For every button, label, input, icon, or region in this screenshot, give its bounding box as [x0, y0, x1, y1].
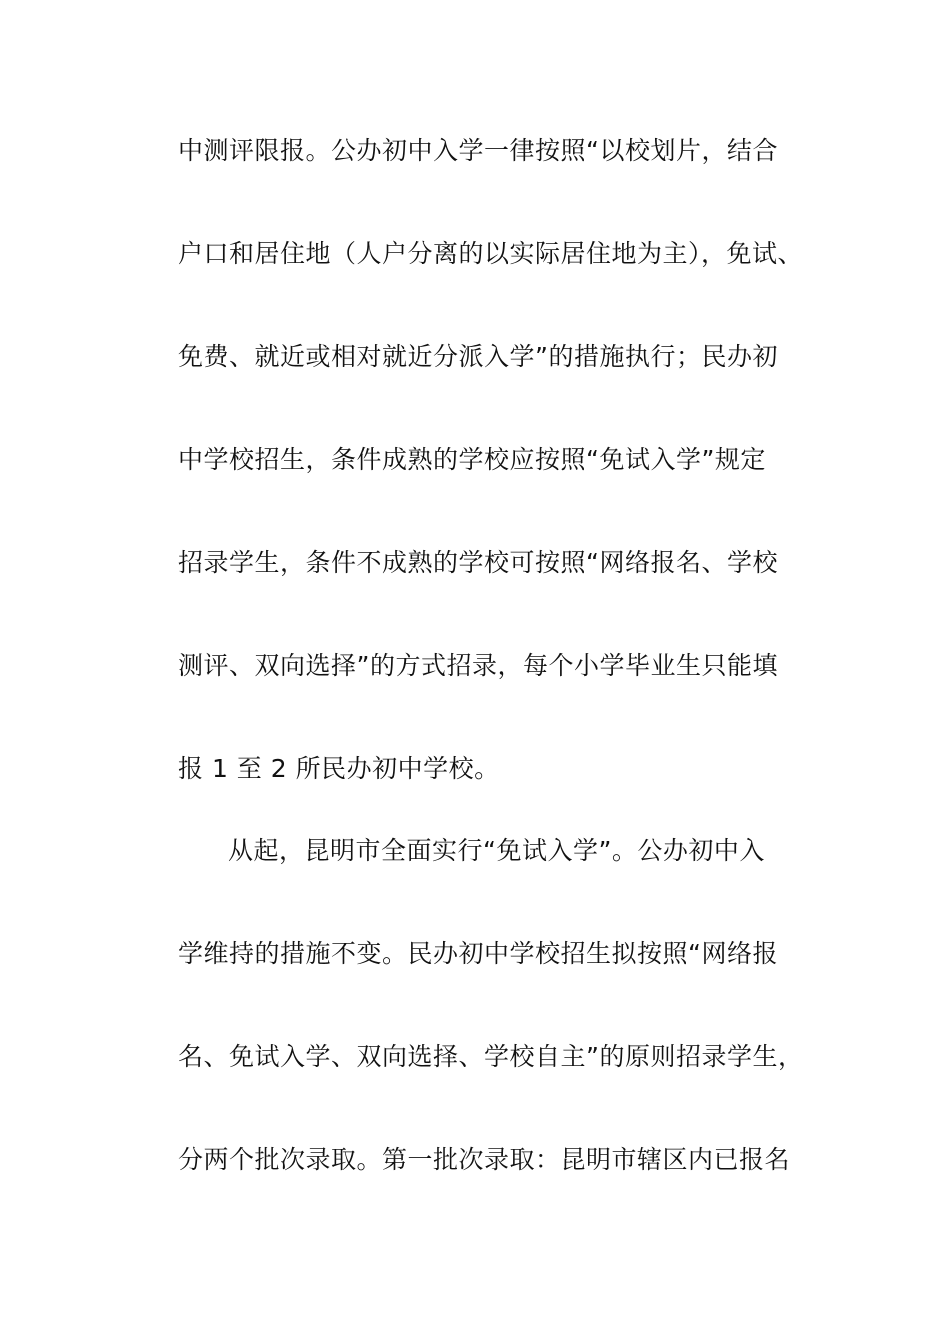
- paragraph-line: 测评、双向选择”的方式招录，每个小学毕业生只能填: [178, 651, 778, 680]
- paragraph-line: 免费、就近或相对就近分派入学”的措施执行；民办初: [178, 342, 778, 371]
- paragraph-line: 名、免试入学、双向选择、学校自主”的原则招录学生，: [178, 1042, 804, 1071]
- paragraph-first-line: 从起，昆明市全面实行“免试入学”。公办初中入: [228, 836, 765, 865]
- paragraph-line: 报 1 至 2 所民办初中学校。: [178, 754, 500, 783]
- paragraph-line: 分两个批次录取。第一批次录取：昆明市辖区内已报名: [178, 1145, 791, 1174]
- paragraph-line: 中学校招生，条件成熟的学校应按照“免试入学”规定: [178, 445, 766, 474]
- paragraph-line: 学维持的措施不变。民办初中学校招生拟按照“网络报: [178, 939, 778, 968]
- paragraph-line: 中测评限报。公办初中入学一律按照“以校划片，结合: [178, 136, 778, 165]
- paragraph-line: 招录学生，条件不成熟的学校可按照“网络报名、学校: [178, 548, 778, 577]
- paragraph-line: 户口和居住地（人户分离的以实际居住地为主），免试、: [178, 239, 804, 268]
